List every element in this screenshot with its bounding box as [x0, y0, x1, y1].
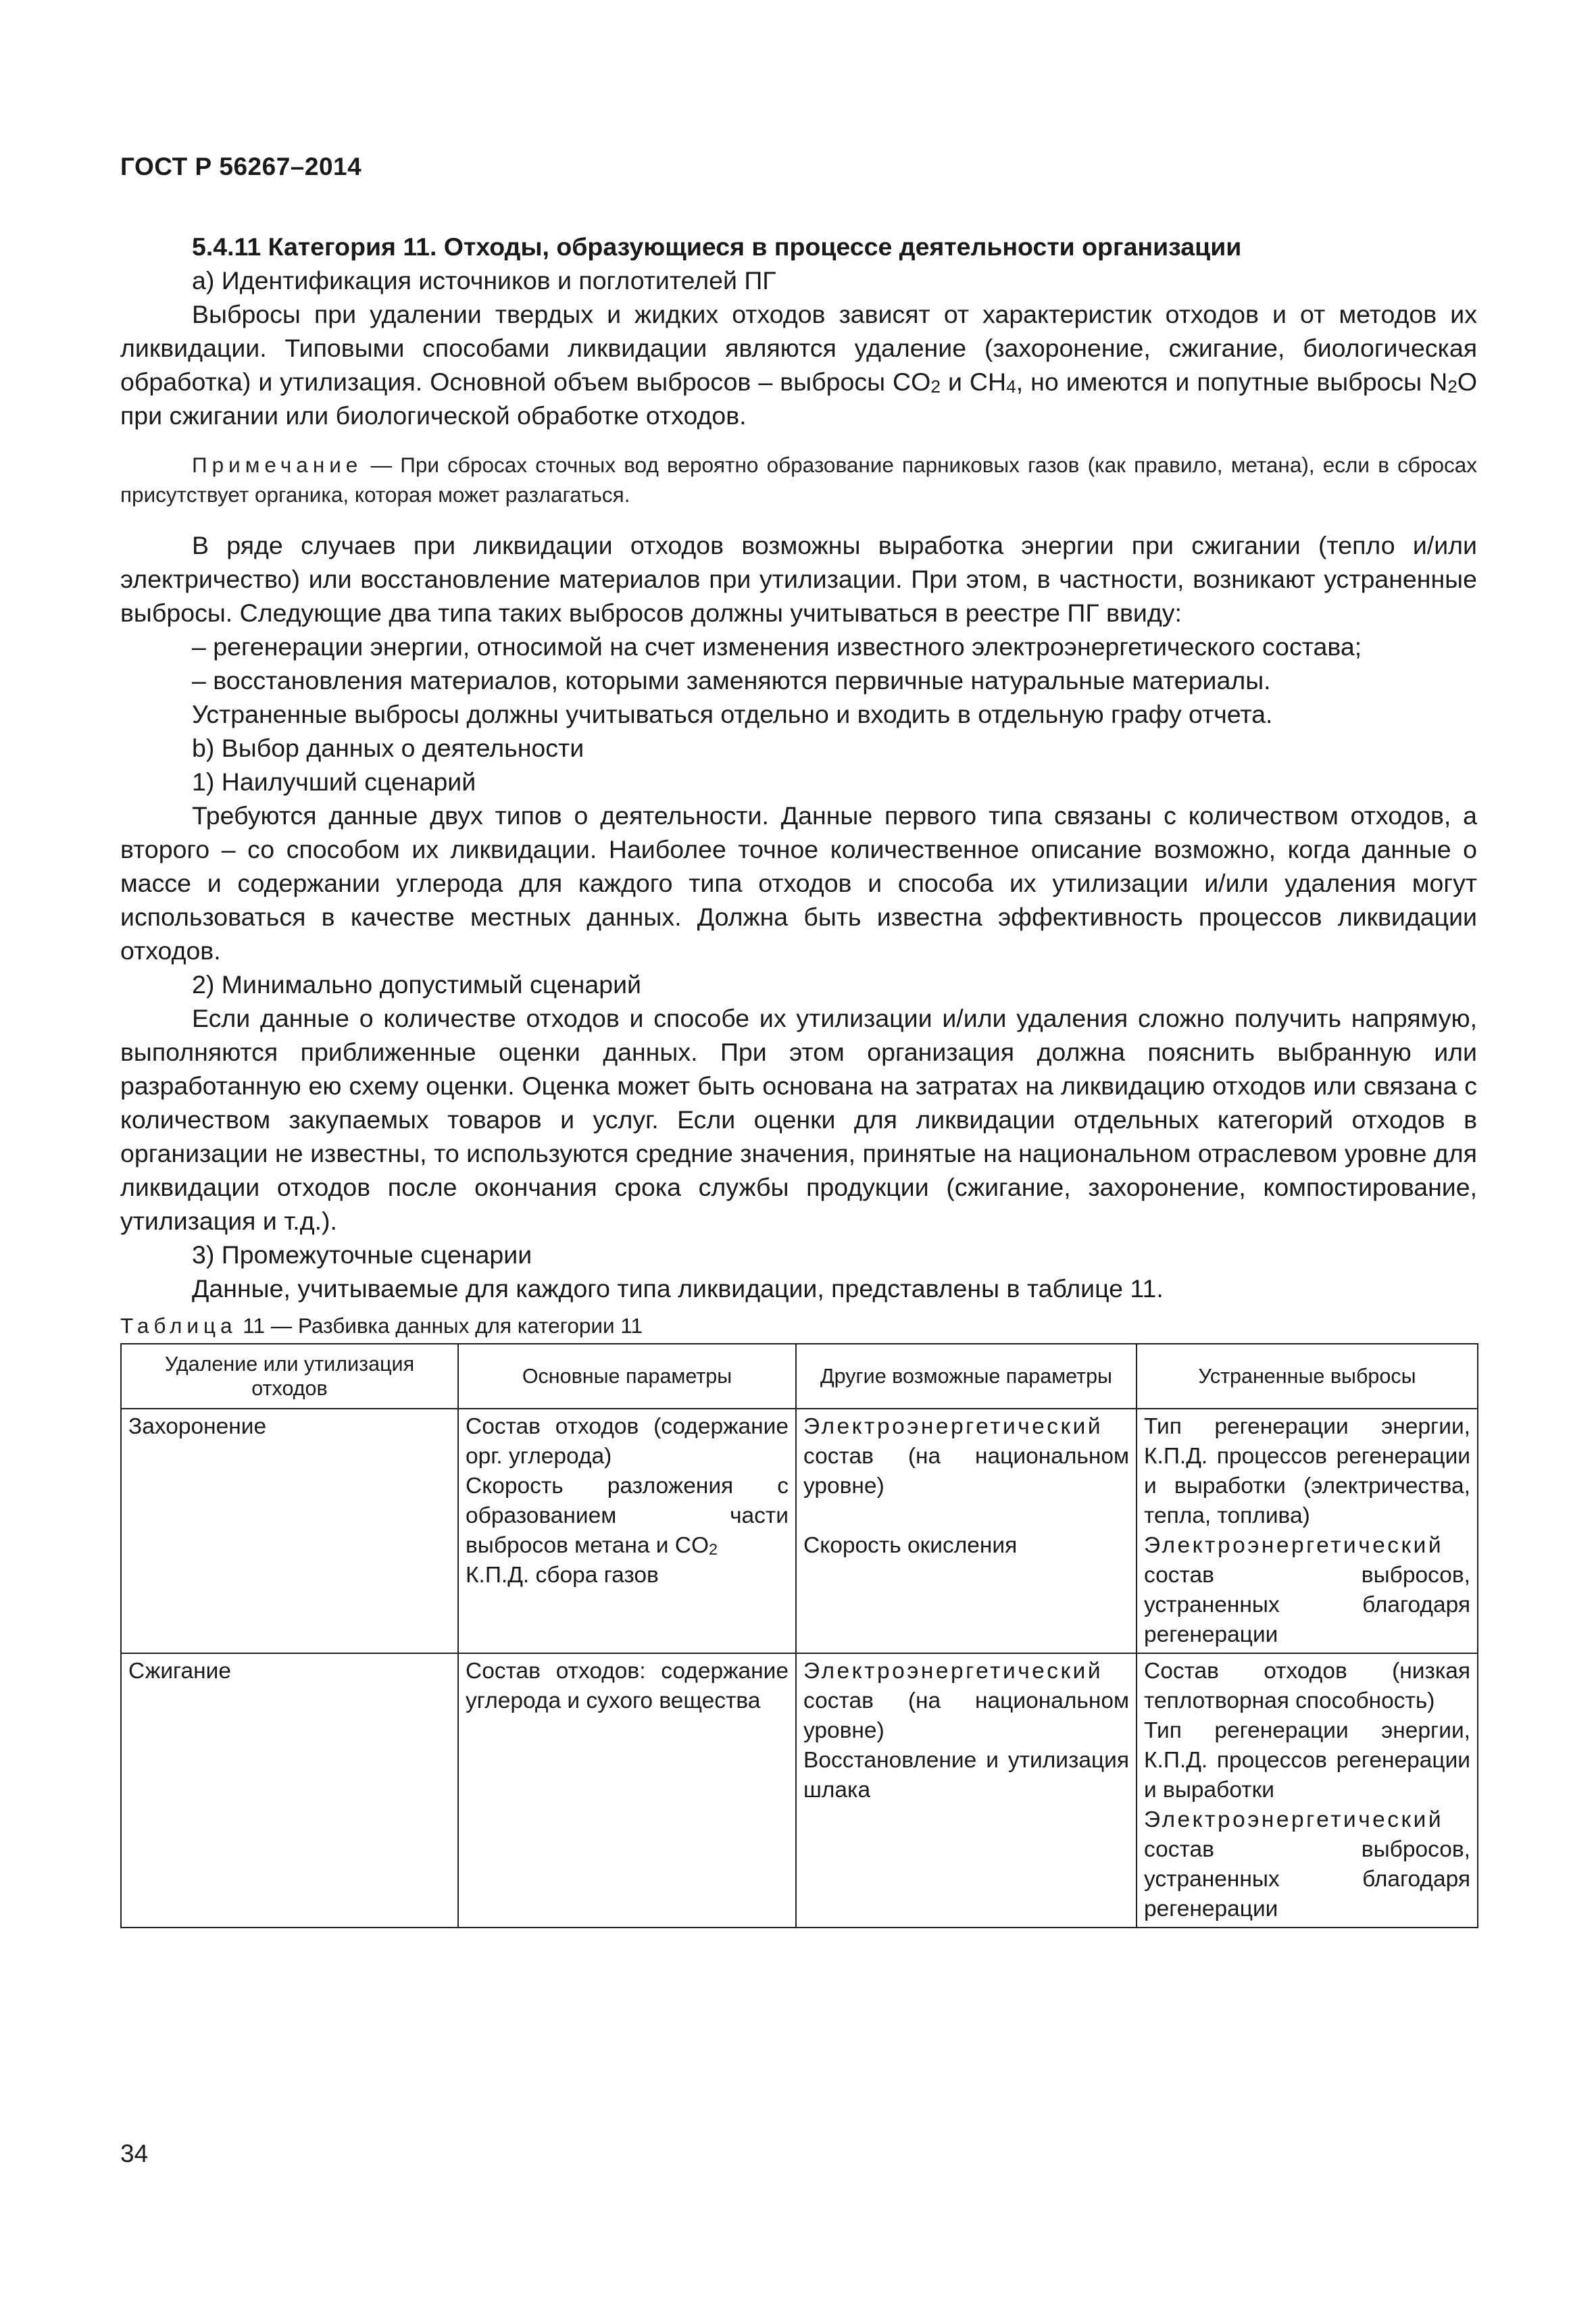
paragraph-separate: Устраненные выбросы должны учитываться отдельно и входить в отдельную графу отчета. [192, 700, 1273, 728]
note-label: Примечание [192, 453, 363, 477]
table-row [121, 1653, 1478, 1928]
cell-method: Сжигание [121, 1653, 458, 1928]
header-avoided: Устраненные выбросы [1137, 1344, 1478, 1409]
scenario-best-heading: 1) Наилучший сценарий [192, 768, 476, 796]
cell-main-params: Состав отходов (содержание орг. углерода) Скорость разложения с образованием части выбросов метана и $CO_2$ К.П.Д. сбора газов [458, 1409, 796, 1653]
scenario-minimal-heading: 2) Минимально допустимый сценарий [192, 970, 641, 999]
subsection-a-heading: а) Идентификация источников и поглотителей ПГ [192, 266, 776, 295]
page-content [120, 230, 1477, 1928]
header-other-params: Другие возможные параметры [796, 1344, 1137, 1409]
subsection-b-heading: b) Выбор данных о деятельности [192, 734, 584, 762]
scenario-intermediate-text: Данные, учитываемые для каждого типа ликвидации, представлены в таблице 11. [192, 1274, 1164, 1303]
table-header-row [121, 1344, 1478, 1409]
scenario-best-text: Требуются данные двух типов о деятельности. Данные первого типа связаны с количеством отходов, а второго – со способом их ликвидации. Наиболее точное количественное описание возможно, когда данные о массе и содержании углерода для каждого типа отходов и способа их утилизации и/или удаления могут использоваться в качестве местных данных. Должна быть известна эффективность процессов ликвидации отходов. [120, 801, 1477, 965]
note [120, 450, 1477, 509]
table-row [121, 1409, 1478, 1653]
bullet-energy: – регенерации энергии, относимой на счет изменения известного электроэнергетического состава; [192, 632, 1362, 661]
note-text: — При сбросах сточных вод вероятно образование парниковых газов (как правило, метана), если в сбросах присутствует органика, которая может разлагаться. [120, 453, 1477, 507]
cell-method: Захоронение [121, 1409, 458, 1653]
data-table [120, 1343, 1478, 1928]
cell-avoided: Состав отходов (низкая теплотворная способность) Тип регенерации энергии, К.П.Д. процессов регенерации и выработки Электроэнергетический состав выбросов, устраненных благодаря регенерации [1137, 1653, 1478, 1928]
cell-main-params: Состав отходов: содержание углерода и сухого вещества [458, 1653, 796, 1928]
header-method: Удаление или утилизация отходов [121, 1344, 458, 1409]
cell-other-params: Электроэнергетический состав (на национальном уровне) Восстановление и утилизация шлака [796, 1653, 1137, 1928]
cell-avoided: Тип регенерации энергии, К.П.Д. процессов регенерации и выработки (электричества, тепла, топлива) Электроэнергетический состав выбросов, устраненных благодаря регенерации [1137, 1409, 1478, 1653]
table-caption: Таблица 11 — Разбивка данных для категории 11 [120, 1313, 643, 1338]
bullet-materials: – восстановления материалов, которыми заменяются первичные натуральные материалы. [192, 666, 1271, 695]
document-header: ГОСТ Р 56267–2014 [120, 153, 362, 180]
page-number: 34 [120, 2140, 149, 2167]
header-main-params: Основные параметры [458, 1344, 796, 1409]
scenario-intermediate-heading: 3) Промежуточные сценарии [192, 1240, 532, 1269]
cell-other-params: Электроэнергетический состав (на национальном уровне) Скорость окисления [796, 1409, 1137, 1653]
paragraph-recovery: В ряде случаев при ликвидации отходов возможны выработка энергии при сжигании (тепло и/или электричество) или восстановление материалов при утилизации. При этом, в частности, возникают устраненные выбросы. Следующие два типа таких выбросов должны учитываться в реестре ПГ ввиду: [120, 531, 1477, 627]
section-title: 5.4.11 Категория 11. Отходы, образующиеся в процессе деятельности организации [192, 232, 1242, 261]
paragraph-emissions: Выбросы при удалении твердых и жидких отходов зависят от характеристик отходов и от методов их ликвидации. Типовыми способами ликвидации являются удаление (захоронение, сжигание, биологическая обработка) и утилизация. Основной объем выбросов – выбросы $CO_2$ и $CH_4$, но имеются и попутные выбросы $N_2O$ при сжигании или биологической обработке отходов. [120, 300, 1477, 430]
scenario-minimal-text: Если данные о количестве отходов и способе их утилизации и/или удаления сложно получить напрямую, выполняются приближенные оценки данных. При этом организация должна пояснить выбранную или разработанную ею схему оценки. Оценка может быть основана на затратах на ликвидацию отходов или связана с количеством закупаемых товаров и услуг. Если оценки для ликвидации отдельных категорий отходов в организации не известны, то используются средние значения, принятые на национальном отраслевом уровне для ликвидации отходов после окончания срока службы продукции (сжигание, захоронение, компостирование, утилизация и т.д.). [120, 1004, 1477, 1235]
